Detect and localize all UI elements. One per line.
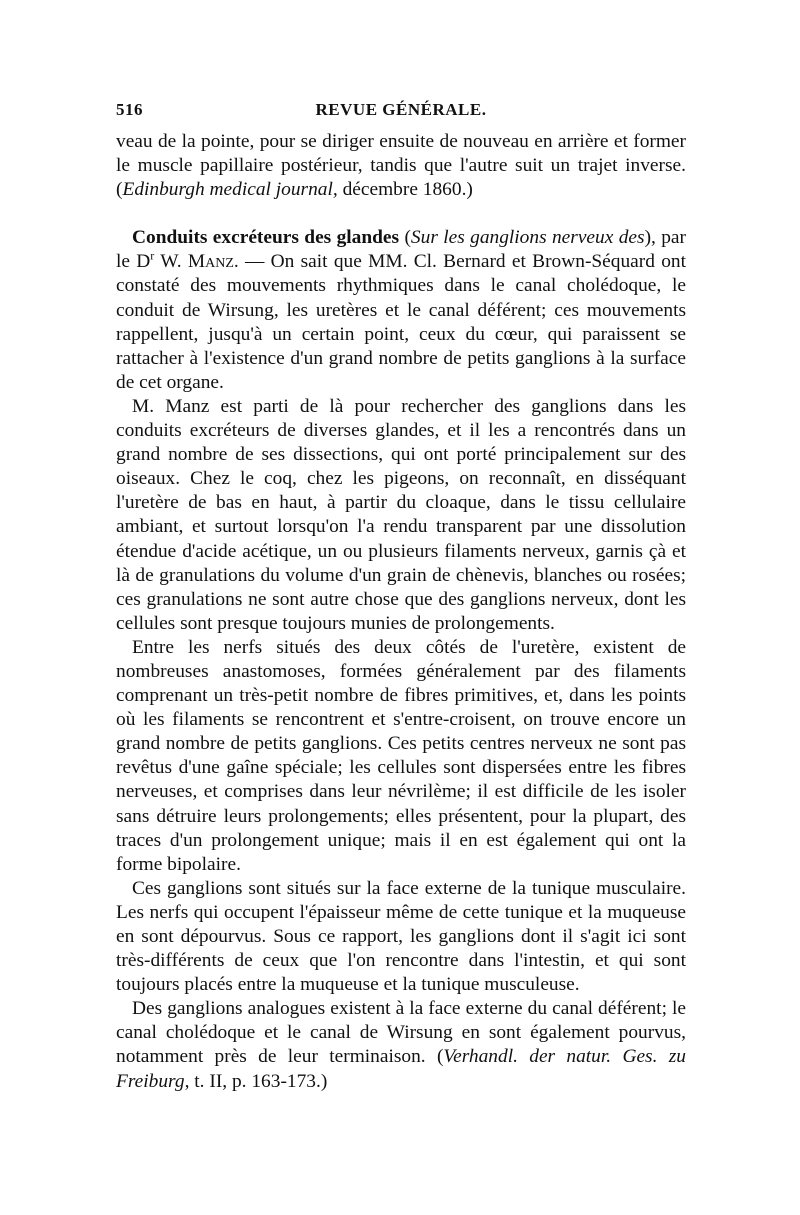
subtitle-close: ), xyxy=(644,227,656,249)
page xyxy=(116,100,686,1094)
section-gap xyxy=(116,202,686,226)
author-prefix: par le D xyxy=(116,227,686,273)
article-first-paragraph xyxy=(116,226,686,395)
body-text xyxy=(116,130,686,1094)
source-citation: Edinburgh medical journal, xyxy=(122,179,338,201)
paragraph-5-text: Des ganglions analogues existent à la face externe du canal déférent; le canal cholédoque et le canal de Wirsung en sont également pourvus, notamment près de leur terminaison. ( xyxy=(116,998,686,1068)
paragraph-2: M. Manz est parti de là pour rechercher des ganglions dans les conduits excréteurs de diverses glandes, et il les a rencontrés dans un grand nombre de ses dissections, qui ont porté principalement sur des oiseaux. Chez le coq, chez les pigeons, on reconnaît, en disséquant l'uretère de bas en haut, à partir du cloaque, dans le tissu cellulaire ambiant, et surtout lorsqu'on l'a rendu transparent par une dissolution étendue d'acide acétique, un ou plusieurs filaments nerveux, garnis çà et là de granulations du volume d'un grain de chènevis, blanches ou rosées; ces granulations ne sont autre chose que des ganglions nerveux, dont les cellules sont presque toujours munies de prolongements. xyxy=(116,395,686,634)
author-name: Manz xyxy=(187,251,234,273)
paragraph-4: Ces ganglions sont situés sur la face externe de la tunique musculaire. Les nerfs qui occupent l'épaisseur même de cette tunique et la muqueuse en sont dépourvus. Sous ce rapport, les ganglions dont il s'agit ici sont très-différents de ceux que l'on rencontre dans l'intestin, et qui sont toujours placés entre la muqueuse et la tunique musculeuse. xyxy=(116,877,686,996)
author-title-superscript: r xyxy=(150,248,155,263)
subtitle-open: ( xyxy=(399,227,411,249)
continuation-text: veau de la pointe, pour se diriger ensuite de nouveau en arrière et former le muscle papillaire postérieur, tandis que l'autre suit un trajet inverse. ( xyxy=(116,131,686,201)
article-heading: Conduits excréteurs des glandes xyxy=(132,227,400,249)
continuation-paragraph xyxy=(116,130,686,202)
author-initial: W. xyxy=(154,251,188,273)
paragraph-1-text: . — On sait que MM. Cl. Bernard et Brown-Séquard ont constaté des mouvements rhythmiques dans le canal cholédoque, le conduit de Wirsung, les uretères et le canal déférent; ces mouvements rappellent, jusqu'à un certain point, ceux du cœur, qui paraissent se rattacher à l'existence d'un grand nombre de petits ganglions à la surface de cet organe. xyxy=(116,251,686,393)
article-subtitle: Sur les ganglions nerveux des xyxy=(410,227,645,249)
paragraph-3: Entre les nerfs situés des deux côtés de l'uretère, existent de nombreuses anastomoses, formées généralement par des filaments comprenant un très-petit nombre de fibres primitives, et, dans les points où les filaments se rencontrent et s'entre-croisent, on trouve encore un grand nombre de petits ganglions. Ces petits centres nerveux ne sont pas revêtus d'une gaîne spéciale; les cellules sont dispersées entre les fibres nerveuses, et comprises dans leur névrilème; il est difficile de les isoler sans détruire leurs prolongements; elles présentent, pour la plupart, des traces d'un prolongement unique; mais il en est également qui ont la forme bipolaire. xyxy=(116,636,686,875)
paragraph-5 xyxy=(116,997,686,1093)
running-head xyxy=(116,100,686,130)
citation-date: décembre 1860.) xyxy=(337,179,473,201)
journal-title: REVUE GÉNÉRALE. xyxy=(315,100,487,119)
reference-pages: , t. II, p. 163-173.) xyxy=(184,1070,328,1092)
page-number: 516 xyxy=(116,100,143,119)
reference-citation: Verhandl. der natur. Ges. zu Freiburg xyxy=(116,1046,686,1092)
